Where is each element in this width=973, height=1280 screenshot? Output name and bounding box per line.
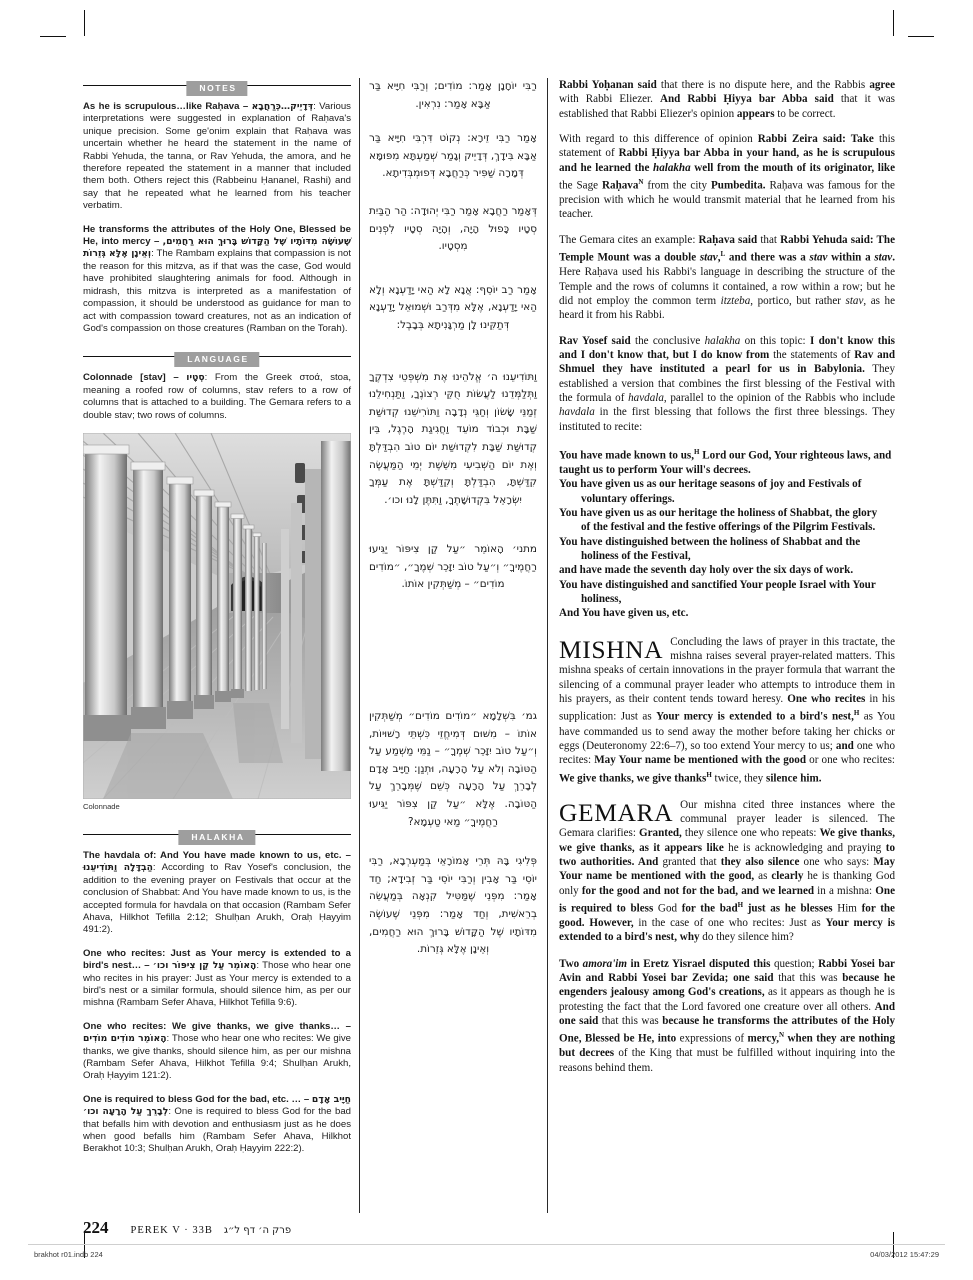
print-footer (0, 1250, 973, 1268)
note-entry (83, 101, 351, 213)
gemara-section (559, 798, 895, 957)
language-tag-label: LANGUAGE (174, 352, 259, 367)
note-body: : Various interpretations were suggested in explanation of Raḥava's unique precision. Some ge'onim explain that Raḥava was uncertain whether he heard the statement in the name of Rabbi Yehuda, the tanna, or Rav Yehuda, the amora, and he therefore repeated the statement in a manner that included them both. Others reject this (Rabbeinu Ḥananel, Rashi) and say that he repeated what he learned from his teacher verbatim. (83, 101, 351, 212)
prayer-line: You have made known to us,$^H$ Lord our God, Your righteous laws, and taught us to perform Your will's decrees. (559, 447, 892, 476)
hebrew-paragraph: רַבִּי יוֹחָנָן אָמַר: מוֹדִים; וְרַבִּי חִיָּיא בַּר אַבָּא אָמַר: נִרְאִין. (369, 80, 537, 110)
prayer-line: And You have given us, etc. (559, 607, 689, 620)
gemara-dropcap: GEMARA (559, 797, 674, 827)
hebrew-paragraph: אָמַר רַב יוֹסֵף: אֲנָא לָא הַאי יָדַעְנָא וְלָא הַאי יָדַעְנָא, אֶלָּא מִדְּרַב וּשְׁמוּאֵל יָדַעְנָא דְּתַקִּינוּ לָן מַרְגָּנִיתָא בְּבָבֶל: (369, 283, 537, 331)
english-paragraph: Rabbi Yoḥanan said that there is no dispute here, and the Rabbis agree with Rabbi Eliezer. And Rabbi Ḥiyya bar Abba said that it was established that Rabbi Eliezer's opinion appears to be correct. (559, 79, 895, 120)
prayer-line: You have given us as our heritage seasons of joy and Festivals of (559, 478, 862, 491)
folio-line (83, 1218, 895, 1238)
note-body: : The Rambam explains that compassion is not the reason for this mitzva, as if that was the case, God would have prohibited slaughtering animals for food. Although in midrash, this mitzva is interpreted as a manifestation of compassion, it should be understood as guidance for man to act with compassion toward creatures, not as an indication of God's compassion on those creatures (Ramban on the Torah). (83, 248, 351, 334)
hebrew-gemara-paragraph: גמ׳ בִּשְׁלָמָא ״מוֹדִים מוֹדִים״ מְשַׁתְּקִין אוֹתוֹ – מִשּׁוּם דְּמִיחֱזֵי כִּשְׁתֵּי רָשׁוּיוֹת, וְ״עַל טוֹב יִזָּכֵר שְׁמֶךָ״ – נַמֵּי מַשְׁמַע עַל הַטּוֹבָה וְלֹא עַל הָרָעָה, וּתְנַן: חַיָּיב אָדָם לְבָרֵךְ עַל הָרָעָה כְּשֵׁם שֶׁמְּבָרֵךְ עַל הַטּוֹבָה. אֶלָּא ״עַל קַן צִפּוֹר יַגִּיעוּ רַחֲמֶיךָ״ מַאי טַעְמָא? (369, 710, 537, 828)
prayer-line: of the festival and the festive offerings of the Pilgrim Festivals. (581, 521, 876, 534)
column-divider-left (359, 78, 360, 1213)
commentary-sidebar (83, 78, 351, 1213)
halakha-entry (83, 850, 351, 937)
halakha-lead-he: הַבְדָּלָה וַתּוֹדִיעֵנוּ (83, 862, 153, 874)
english-paragraph: Rav Yosef said the conclusive halakha on this topic: I don't know this and I don't know that, but I do know from the statements of Rav and Shmuel they have instituted a pearl for us in Babylonia. They established a version that combines the first blessing of the Festival with the formula of havdala, parallel to the opinion of the Rabbis who include havdala in the first blessing that follows the first three blessings. They instituted to recite: (559, 334, 896, 433)
page-number: 224 (83, 1218, 109, 1237)
column-divider-right (547, 78, 548, 1213)
english-closing-paragraph: Two amora'im in Eretz Yisrael disputed this question; Rabbi Yosei bar Avin and Rabbi Yosei bar Zevida; one said that this was because he engenders jealousy among God's creations, as it appears as though he is protesting the fact that the Lord favored one creature over all others. And one said that this was because he transforms the attributes of the Holy One, Blessed be He, into expressions of mercy,$^N$ when they are nothing but decrees of the King that must be fulfilled without inquiring into the reasons behind them. (559, 957, 896, 1074)
halakha-lead-he: הָאוֹמֵר עַל קַן צִיפּוֹר וכו׳ (152, 960, 257, 972)
footer-timestamp: 04/03/2012 15:47:29 (870, 1250, 939, 1259)
halakha-body: : One is required to bless God for the bad that befalls him with devotion and enthusiasm just as he does when good befalls him (Rambam Sefer Ahava, Hilkhot Berakhot 10:3; Shulḥan Arukh, Oraḥ Ḥayyim 222:2). (83, 1106, 351, 1155)
prayer-line: holiness of the Festival, (581, 550, 691, 563)
note-entry (83, 224, 351, 336)
hebrew-paragraph: וַתּוֹדִיעֵנוּ ה׳ אֱלֹהֵינוּ אֶת מִשְׁפְּטֵי צִדְקֶךָ וַתְּלַמְּדֵנוּ לַעֲשׂוֹת חֻקֵּי רְצוֹנֶךָ, וַתַּנְחִילֵנוּ זְמַנֵּי שָׂשׂוֹן וְחַגֵּי נְדָבָה וַתּוֹרִישֵׁנוּ קְדוּשַּׁת שַׁבָּת וּכְבוֹד מוֹעֵד וַחֲגִיגַת הָרֶגֶל, בֵּין קְדוּשַּׁת שַׁבָּת לִקְדוּשַּׁת יוֹם טוֹב הִבְדַּלְתָּ וְאֶת יוֹם הַשְּׁבִיעִי מִשֵּׁשֶׁת יְמֵי הַמַּעֲשֶׂה קִדַּשְׁתָּ, הִבְדַּלְתָּ וְקִדַּשְׁתָּ אֶת עַמְּךָ יִשְׂרָאֵל בִּקְדוּשָּׁתֶךָ, וַתִּתֶּן לָנוּ וכו׳. (369, 370, 537, 506)
halakha-lead-en: One who recites: Just as Your mercy is extended to a bird's nest… – (83, 947, 351, 972)
language-lead-en: Colonnade [stav] – (83, 372, 187, 384)
note-lead-en: As he is scrupulous…like Raḥava – (83, 101, 252, 112)
note-lead-en: He transforms the attributes of the Holy One, Blessed be He, into mercy – (83, 223, 351, 248)
language-lead-he: סְטָיו (186, 372, 205, 384)
english-paragraph: The Gemara cites an example: Raḥava said that Rabbi Yehuda said: The Temple Mount was a double stav,$^L$ and there was a stav within a stav. Here Raḥava used his Rabbi's language in describing the structure of the Temple and the rows of columns it contained, a row within a row; but he did not employ the common term itzteba, portico, but rather stav, as he heard it from his Rabbi. (559, 233, 895, 322)
mishna-dropcap: MISHNA (559, 634, 664, 664)
halakha-lead-he: הָאוֹמֵר מוֹדִים מוֹדִים (83, 1033, 167, 1045)
hebrew-aramaic-column (369, 78, 537, 1213)
perek-label: PEREK V · 33B (130, 1225, 213, 1236)
prayer-line: voluntary offerings. (581, 492, 675, 505)
footer-filename: brakhot r01.indb 224 (34, 1250, 103, 1259)
halakha-lead-en: One is required to bless God for the bad, etc. … – (83, 1093, 312, 1105)
english-paragraph: With regard to this difference of opinion Rabbi Zeira said: Take this statement of Rabbi Ḥiyya bar Abba in your hand, as he is scrupulous and he learned the halakha well from the mouth of its originator, like the Sage Raḥava$^N$ from the city Pumbedita. Raḥava was famous for the precision with which he would transmit material that he learned from his teacher. (559, 133, 895, 221)
prayer-line: You have given us as our heritage the holiness of Shabbat, the glory (559, 507, 878, 519)
mishna-section (559, 635, 895, 798)
halakha-entry (83, 948, 351, 1010)
language-body: : From the Greek στοά, stoa, meaning a roofed row of columns, stav refers to a row of columns that is attached to a building. The Gemara refers to a double stav; two rows of columns. (83, 372, 351, 421)
english-translation-column (559, 78, 895, 1213)
mishna-text: Concluding the laws of prayer in this tractate, the mishna raises several prayer-related matters. This mishna speaks of certain innovations in the prayer formula that warrant the silencing of a communal prayer leader who attempts to introduce them in his prayers, as their content tends toward heresy. One who recites in his supplication: Just as Your mercy is extended to a bird's nest,$^H$ as You have commanded us to send away the mother before taking her chicks or eggs (Deuteronomy 22:6–7), so too extend Your mercy to us; and one who recites: May Your name be mentioned with the good or one who recites: We give thanks, we give thanks$^H$ twice, they silence him. (559, 635, 895, 785)
language-section-header (83, 349, 351, 364)
gemara-text: Our mishna cited three instances where the communal prayer leader is silenced. The Gemara clarifies: Granted, they silence one who repeats: We give thanks, we give thanks, as it appears like he is acknowledging and praying to two authorities. And granted that they also silence one who says: May Your name be mentioned with the good, as clearly he is thanking God only for the good and not for the bad, and we learned in a mishna: One is required to bless God for the bad$^H$ just as he blesses Him for the good. However, in the case of one who recites: Just as Your mercy is extended to a bird's nest, why do they silence him? (559, 798, 895, 944)
halakha-lead-en: One who recites: We give thanks, we give thanks… – (83, 1020, 351, 1032)
prayer-line: You have distinguished between the holiness of Shabbat and the (559, 535, 861, 548)
prayer-line: and have made the seventh day holy over the six days of work. (559, 564, 854, 577)
note-lead-he: שֶׁעוֹשֶׂה מִדּוֹתָיו שֶׁל הַקָּדוֹשׁ בָּרוּךְ הוּא רַחֲמִים, וְאֵינָן אֶלָּא גְּזֵרוֹת (83, 236, 351, 260)
halakha-section-header (83, 827, 351, 842)
page-columns (83, 78, 895, 1213)
halakha-entry (83, 1021, 351, 1083)
prayer-line: You have distinguished and sanctified Your people Israel with Your (559, 578, 876, 591)
halakha-entry (83, 1094, 351, 1156)
prayer-line: holiness, (581, 593, 622, 606)
hebrew-paragraph: דְּאָמַר רַחֲבָא אָמַר רַבִּי יְהוּדָה: הַר הַבַּיִת סְטָיו כָּפוּל הָיָה, וְהָיָה סְטָיו לִפְנִים מִסְטָיו. (369, 204, 537, 253)
halakha-body: : Those who hear one who recites in his prayer: Just as Your mercy is extended to a bird's nest or a similar formula, should silence him, as per our mishna (Rambam Sefer Ahava, Hilkhot Tefilla 9:6). (83, 960, 351, 1009)
hebrew-paragraph: אָמַר רַבִּי זֵירָא: נְקוֹט דִּרְבִּי חִיָּיא בַּר אַבָּא בִּידָךְ, דְּדָיֵיק וְגָמַר שְׁמַעְתָּא מִפּוּמָּא דְּמָרָה שַׁפִּיר כְּרַחֲבָא דְּפוּמְבְּדִיתָא. (369, 132, 537, 180)
perek-label-hebrew: פרק ה׳ דף ל״ג (223, 1225, 292, 1236)
notes-section-header (83, 78, 351, 93)
prayer-verse-block (559, 445, 895, 621)
halakha-lead-he: חַיָּיב אָדָם לְבָרֵךְ עַל הָרָעָה וכו׳ (83, 1093, 351, 1118)
colonnade-photo (83, 433, 351, 799)
photo-caption: Colonnade (83, 801, 120, 811)
hebrew-paragraph: פְּלִיגִי בָּהּ תְּרֵי אָמוֹרָאֵי בְּמַעְרְבָא, רַבִּי יוֹסֵי בַּר אָבִין וְרַבִּי יוֹסֵי בַּר זְבִידָא; חַד אָמַר: מִפְּנֵי שֶׁמַּטִּיל קִנְאָה בְּמַעֲשֵׂה בְרֵאשִׁית, וְחַד אָמַר: מִפְּנֵי שֶׁעוֹשֶׂה מִדּוֹתָיו שֶׁל הַקָּדוֹשׁ בָּרוּךְ הוּא רַחֲמִים, וְאֵינָן אֶלָּא גְּזֵרוֹת. (369, 855, 537, 956)
language-entry (83, 372, 351, 422)
footer-rule (28, 1244, 945, 1245)
notes-tag-label: NOTES (186, 81, 247, 96)
halakha-lead-en: The havdala of: And You have made known to us, etc. – (83, 849, 351, 861)
colonnade-figure (83, 433, 351, 811)
halakha-body: : According to Rav Yosef's conclusion, the addition to the evening prayer on Festivals that occur at the conclusion of Shabbat: And You have made known to us, is the accepted formula for havdala on that occasion (Rambam Sefer Ahava, Hilkhot Tefilla 2:12; Shulḥan Arukh, Oraḥ Ḥayyim 491:2). (83, 862, 352, 936)
note-lead-he: דְּדָיֵיק…כְּרַחֲבָא (251, 101, 314, 112)
halakha-body: : Those who hear one who recites: We give thanks, we give thanks, should silence him, as per our mishna (Rambam Sefer Ahava, Hilkhot Tefilla 9:4; Shulḥan Arukh, Oraḥ Ḥayyim 121:2). (83, 1033, 351, 1082)
halakha-tag-label: HALAKHA (178, 830, 255, 845)
hebrew-mishna-paragraph: מתני׳ הָאוֹמֵר ״עַל קַן צִיפּוֹר יַגִּיעוּ רַחֲמֶיךָ״ וְ״עַל טוֹב יִזָּכֵר שְׁמֶךָ״, ״מוֹדִים מוֹדִים״ – מְשַׁתְּקִין אוֹתוֹ. (369, 543, 537, 591)
